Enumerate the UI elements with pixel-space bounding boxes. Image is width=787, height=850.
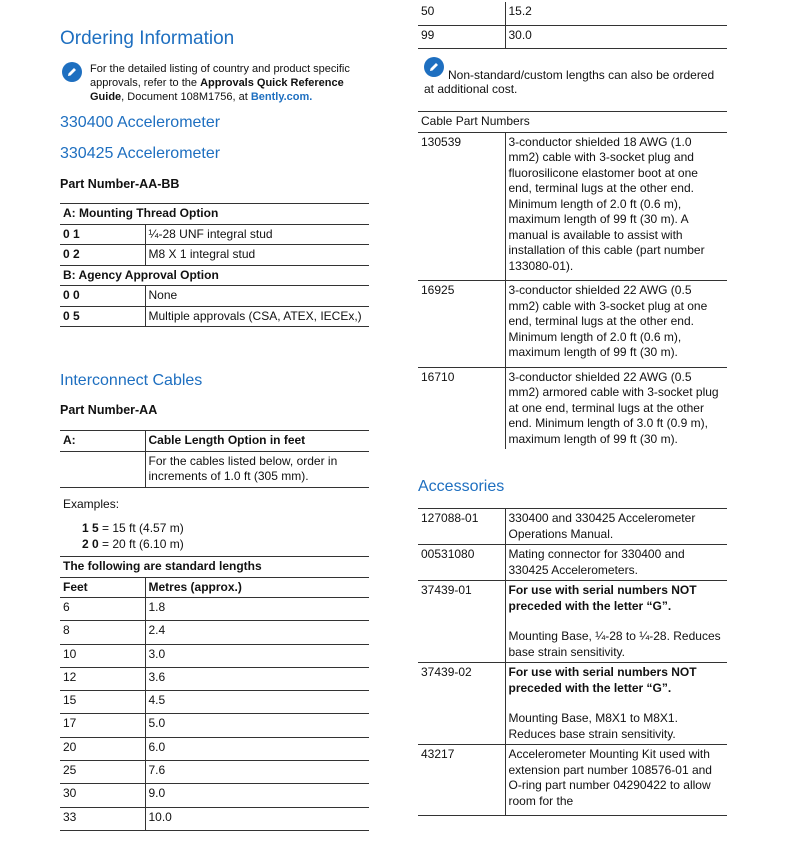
note-text-2: , Document 108M1756, at bbox=[121, 91, 251, 103]
feet-cell: 17 bbox=[60, 714, 145, 737]
table-row bbox=[418, 745, 727, 816]
accessory-warning: For use with serial numbers NOT preceded with the letter “G”. bbox=[508, 583, 697, 613]
section-title-330400: 330400 Accelerometer bbox=[60, 114, 221, 131]
feet-cell: 20 bbox=[60, 737, 145, 760]
cable-desc: 3-conductor shielded 22 AWG (0.5 mm2) armored cable with 3-socket plug at one end, terminal lugs at the other end. Minimum length of 3.0 ft (0.9 m), maximum length of 99 ft (30 m). bbox=[505, 367, 727, 449]
table-row bbox=[60, 784, 369, 807]
accessory-desc-text: Mounting Base, M8X1 to M8X1. Reduces base strain sensitivity. bbox=[508, 711, 678, 741]
ordering-note bbox=[90, 62, 380, 104]
table-row bbox=[418, 509, 727, 545]
table-row bbox=[418, 132, 727, 281]
accessory-pn: 127088-01 bbox=[418, 509, 505, 545]
cable-header: Cable Part Numbers bbox=[418, 112, 727, 133]
accessory-desc: 330400 and 330425 Accelerometer Operations Manual. bbox=[505, 509, 727, 545]
feet-cell: 15 bbox=[60, 691, 145, 714]
note-text: For the detailed listing of country and product specific approvals, refer to the bbox=[90, 63, 350, 89]
desc-cell: None bbox=[145, 286, 369, 307]
feet-cell: 6 bbox=[60, 598, 145, 621]
table-row bbox=[418, 545, 727, 581]
section-title-330425: 330425 Accelerometer bbox=[60, 145, 221, 162]
example-code: 2 0 bbox=[82, 537, 99, 551]
a-label: A: bbox=[60, 431, 145, 452]
interconnect-title: Interconnect Cables bbox=[60, 372, 203, 389]
example-text: = 20 ft (6.10 m) bbox=[98, 537, 184, 551]
desc-cell: ¼-28 UNF integral stud bbox=[145, 224, 369, 245]
cable-desc: 3-conductor shielded 22 AWG (0.5 mm2) cable with 3-socket plug at one end, terminal lugs at the other end. Minimum length of 2.0 ft (0.6 m), maximum length of 99 ft (30 m). bbox=[505, 281, 727, 368]
table-row bbox=[418, 281, 727, 368]
part-number-aabb: Part Number-AA-BB bbox=[60, 177, 180, 191]
metres-cell: 30.0 bbox=[505, 25, 727, 48]
metres-cell: 3.0 bbox=[145, 644, 369, 667]
table-row bbox=[60, 714, 369, 737]
cable-pn: 16925 bbox=[418, 281, 505, 368]
table-row bbox=[60, 644, 369, 667]
accessories-table bbox=[418, 508, 727, 816]
accessories-title: Accessories bbox=[418, 478, 505, 495]
code-cell: 0 2 bbox=[60, 245, 145, 266]
accessory-desc-text: Mounting Base, ¼-28 to ¼-28. Reduces base strain sensitivity. bbox=[508, 629, 721, 659]
cable-desc: 3-conductor shielded 18 AWG (1.0 mm2) cable with 3-socket plug and fluorosilicone elastomer boot at one end, terminal lugs at the other end. Minimum length of 2.0 ft (0.6 m), maximum length of 99 ft (30 m). A manual is available to assist with installation of this cable (part number 133080-01). bbox=[505, 132, 727, 281]
accessory-pn: 37439-01 bbox=[418, 581, 505, 663]
metres-cell: 9.0 bbox=[145, 784, 369, 807]
example-1 bbox=[82, 520, 184, 536]
metres-cell: 5.0 bbox=[145, 714, 369, 737]
metres-cell: 4.5 bbox=[145, 691, 369, 714]
table-row bbox=[60, 598, 369, 621]
accessory-desc: Accelerometer Mounting Kit used with extension part number 108576-01 and O-ring part number 04290422 to allow room for the bbox=[505, 745, 727, 816]
bently-link[interactable]: Bently.com. bbox=[250, 91, 313, 103]
table-row bbox=[60, 761, 369, 784]
metres-cell: 3.6 bbox=[145, 667, 369, 690]
table-row bbox=[418, 2, 727, 25]
table-row bbox=[60, 224, 369, 245]
metres-cell: 1.8 bbox=[145, 598, 369, 621]
accessory-desc bbox=[505, 663, 727, 745]
feet-cell: 33 bbox=[60, 807, 145, 830]
cable-part-numbers-table bbox=[418, 111, 727, 449]
table-row bbox=[418, 581, 727, 663]
table-row bbox=[418, 663, 727, 745]
desc-cell: M8 X 1 integral stud bbox=[145, 245, 369, 266]
feet-cell: 10 bbox=[60, 644, 145, 667]
example-2 bbox=[82, 536, 184, 552]
accessory-desc: Mating connector for 330400 and 330425 Accelerometers. bbox=[505, 545, 727, 581]
metres-cell: 15.2 bbox=[505, 2, 727, 25]
metres-cell: 6.0 bbox=[145, 737, 369, 760]
feet-cell: 50 bbox=[418, 2, 505, 25]
table-row bbox=[418, 367, 727, 449]
standard-lengths-table bbox=[60, 556, 369, 831]
feet-cell: 99 bbox=[418, 25, 505, 48]
accessory-desc bbox=[505, 581, 727, 663]
feet-cell: 8 bbox=[60, 621, 145, 644]
desc-cell: Multiple approvals (CSA, ATEX, IECEx,) bbox=[145, 306, 369, 327]
examples-label: Examples: bbox=[63, 497, 120, 511]
option-b-header: B: Agency Approval Option bbox=[60, 265, 369, 286]
col-feet: Feet bbox=[60, 577, 145, 598]
cable-pn: 16710 bbox=[421, 369, 455, 384]
cable-length-table bbox=[60, 430, 369, 488]
cable-pn: 130539 bbox=[418, 132, 505, 281]
custom-lengths-note bbox=[424, 68, 724, 96]
table-row bbox=[60, 245, 369, 266]
std-title: The following are standard lengths bbox=[60, 557, 369, 578]
feet-cell: 25 bbox=[60, 761, 145, 784]
table-row bbox=[60, 691, 369, 714]
metres-cell: 10.0 bbox=[145, 807, 369, 830]
a-header: Cable Length Option in feet bbox=[145, 431, 369, 452]
table-row bbox=[60, 306, 369, 327]
feet-cell: 12 bbox=[60, 667, 145, 690]
note-bold: Approvals Quick Reference Guide bbox=[90, 77, 344, 103]
table-row bbox=[60, 667, 369, 690]
part-number-aa: Part Number-AA bbox=[60, 403, 158, 417]
a-desc: For the cables listed below, order in increments of 1.0 ft (305 mm). bbox=[145, 451, 369, 487]
example-text: = 15 ft (4.57 m) bbox=[98, 521, 184, 535]
accessory-warning: For use with serial numbers NOT preceded with the letter “G”. bbox=[508, 665, 697, 695]
metres-cell: 7.6 bbox=[145, 761, 369, 784]
accessory-pn: 43217 bbox=[418, 745, 505, 816]
option-a-header: A: Mounting Thread Option bbox=[60, 204, 369, 225]
code-cell: 0 0 bbox=[60, 286, 145, 307]
accessory-pn: 37439-02 bbox=[418, 663, 505, 745]
table-row bbox=[418, 25, 727, 48]
table-row bbox=[60, 286, 369, 307]
option-table bbox=[60, 203, 369, 327]
table-row bbox=[60, 807, 369, 830]
table-row bbox=[60, 621, 369, 644]
col-metres: Metres (approx.) bbox=[145, 577, 369, 598]
metres-cell: 2.4 bbox=[145, 621, 369, 644]
code-cell: 0 5 bbox=[60, 306, 145, 327]
feet-cell: 30 bbox=[60, 784, 145, 807]
code-cell: 0 1 bbox=[60, 224, 145, 245]
table-row bbox=[60, 737, 369, 760]
pencil-icon bbox=[62, 62, 82, 82]
accessory-pn: 00531080 bbox=[418, 545, 505, 581]
custom-note-text: Non-standard/custom lengths can also be ordered at additional cost. bbox=[424, 68, 715, 96]
example-code: 1 5 bbox=[82, 521, 99, 535]
standard-lengths-cont-table bbox=[418, 2, 727, 49]
ordering-title: Ordering Information bbox=[60, 28, 235, 49]
